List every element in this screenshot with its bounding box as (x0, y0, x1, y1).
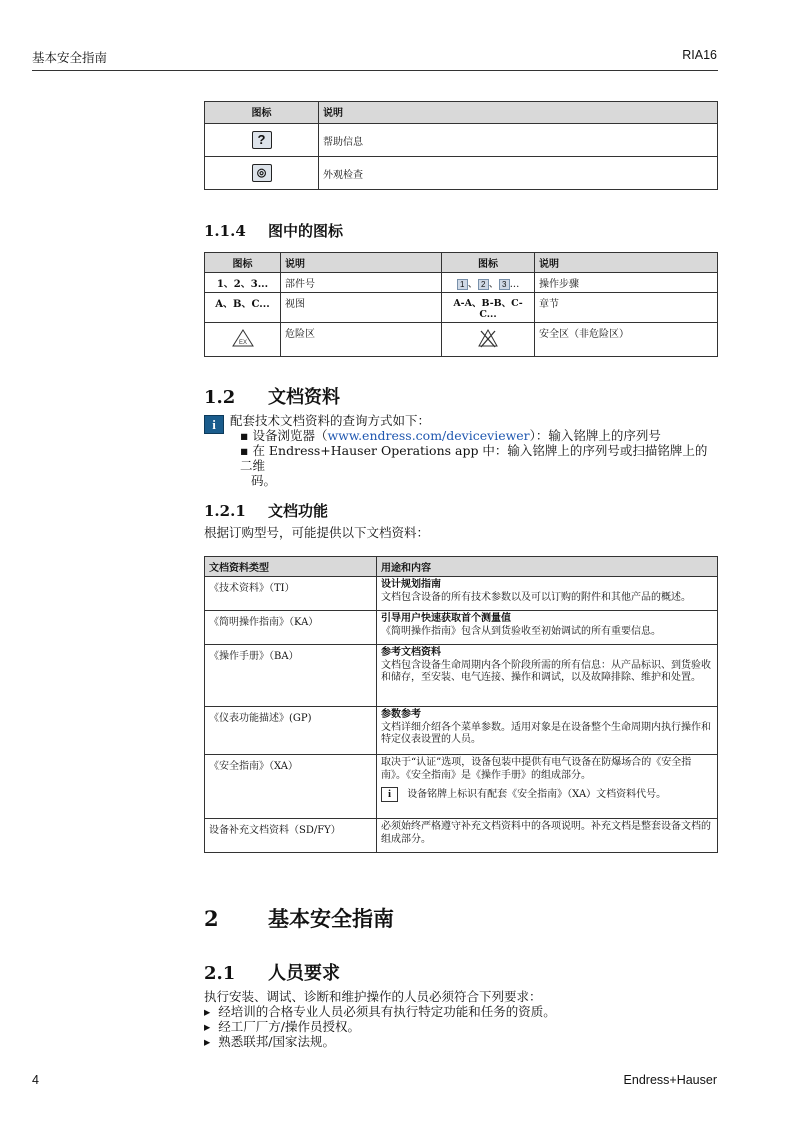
steps-symbol (442, 273, 535, 293)
help-desc: 帮助信息 (319, 124, 718, 157)
requirement-text: 经工厂厂方/操作员授权。 (218, 1019, 360, 1034)
bullet-text: 在 Endress+Hauser Operations app 中：输入铭牌上的序列号或扫描铭牌上的二维 (240, 443, 708, 473)
doc-content-sd: 必须始终严格遵守补充文档资料中的各项说明。补充文档是整套设备文档的组成部分。 (377, 819, 718, 853)
doc-desc: 文档包含设备生命周期内各个阶段所需的所有信息：从产品标识、到货验收和储存，至安装、电气连接、操作和调试，以及故障排除、维护和处置。 (381, 659, 711, 683)
chapter-2-heading (204, 903, 394, 933)
step-2-icon: 2 (478, 279, 489, 290)
section-number: 1.2.1 (204, 502, 246, 520)
step-3-icon: 3 (499, 279, 510, 290)
list-item: ▸ 熟悉联邦/国家法规。 (204, 1034, 335, 1049)
section-2-1-heading (204, 959, 340, 985)
ellipsis: ... (509, 279, 520, 290)
doc-desc: 文档包含设备的所有技术参数以及可以订购的附件和其他产品的概述。 (381, 591, 691, 603)
xa-note (381, 787, 713, 802)
documents-intro: 根据订购型号，可能提供以下文档资料： (204, 525, 430, 540)
eye-icon: ◎ (252, 164, 272, 182)
icon-table (204, 101, 718, 190)
figure-symbols-table (204, 252, 718, 357)
info-note-1-2 (204, 414, 224, 434)
part-numbers-desc: 部件号 (281, 273, 442, 293)
sections-desc: 章节 (535, 293, 718, 323)
section-1-1-4-heading (204, 220, 343, 241)
section-title: 文档资料 (268, 387, 340, 408)
section-1-2-1-heading (204, 500, 328, 521)
doc-type-ka: 《简明操作指南》（KA） (205, 611, 377, 645)
help-icon: ? (252, 131, 272, 149)
footer-brand: Endress+Hauser (623, 1073, 717, 1087)
fig-table-header-desc-2: 说明 (535, 253, 718, 273)
steps-desc: 操作步骤 (535, 273, 718, 293)
doc-content-ka (377, 611, 718, 645)
section-title: 基本安全指南 (268, 906, 394, 931)
doc-content-gp (377, 707, 718, 755)
sections-symbol: A-A、B-B、C-C... (442, 293, 535, 323)
section-title: 图中的图标 (268, 222, 344, 240)
icon-table-header-desc: 说明 (319, 102, 718, 124)
list-item: ▸ 经培训的合格专业人员必须具有执行特定功能和任务的资质。 (204, 1004, 556, 1019)
part-numbers-symbol: 1、2、3... (205, 273, 281, 293)
doc-type-xa: 《安全指南》（XA） (205, 755, 377, 819)
safe-area-cell (442, 323, 535, 357)
running-header-product: RIA16 (682, 48, 717, 62)
separator: 、 (467, 279, 478, 290)
doc-desc: 取决于“认证”选项，设备包装中提供有电气设备在防爆场合的《安全指南》。《安全指南》是《操作手册》的组成部分。 (381, 757, 692, 781)
personnel-requirements (204, 989, 718, 1049)
section-1-2-heading (204, 383, 340, 409)
documentation-access-block (230, 413, 718, 488)
svg-text:EX: EX (238, 340, 247, 346)
doc-content-ti (377, 577, 718, 611)
doc-content-xa (377, 755, 718, 819)
bullet-text: 设备浏览器（ (252, 428, 328, 443)
section-number: 1.2 (204, 387, 236, 408)
hazardous-area-icon (232, 329, 254, 347)
eye-desc: 外观检查 (319, 157, 718, 190)
eye-icon-cell (205, 157, 319, 190)
list-item: ▪ 设备浏览器（www.endress.com/deviceviewer）：输入铭牌上的序列号 (240, 428, 661, 443)
doc-desc: 文档详细介绍各个菜单参数。适用对象是在设备整个生命周期内执行操作和特定仪表设置的人员。 (381, 721, 711, 745)
deviceviewer-link[interactable]: www.endress.com/deviceviewer (327, 428, 530, 443)
docs-header-content: 用途和内容 (377, 557, 718, 577)
fig-table-header-icon-2: 图标 (442, 253, 535, 273)
section-number: 2 (204, 906, 219, 931)
hazardous-area-desc: 危险区 (281, 323, 442, 357)
doc-type-gp: 《仪表功能描述》(GP) (205, 707, 377, 755)
doc-title: 参考文档资料 (381, 647, 441, 658)
list-item-continuation: 码。 (251, 473, 277, 488)
section-number: 1.1.4 (204, 222, 246, 240)
hazardous-area-cell (205, 323, 281, 357)
requirement-text: 熟悉联邦/国家法规。 (218, 1034, 335, 1049)
safe-area-desc: 安全区（非危险区） (535, 323, 718, 357)
section-title: 人员要求 (268, 963, 340, 984)
documentation-access-intro: 配套技术文档资料的查询方式如下： (230, 413, 431, 428)
requirement-text: 经培训的合格专业人员必须具有执行特定功能和任务的资质。 (218, 1004, 556, 1019)
fig-table-header-icon: 图标 (205, 253, 281, 273)
page-number: 4 (32, 1073, 39, 1087)
doc-type-ba: 《操作手册》（BA） (205, 645, 377, 707)
doc-title: 设计规划指南 (381, 579, 441, 590)
doc-type-ti: 《技术资料》（TI） (205, 577, 377, 611)
personnel-intro: 执行安装、调试、诊断和维护操作的人员必须符合下列要求： (204, 989, 542, 1004)
list-item: ▸ 经工厂厂方/操作员授权。 (204, 1019, 360, 1034)
documents-table (204, 556, 718, 853)
safe-area-icon (477, 328, 499, 348)
info-icon: i (204, 415, 224, 434)
doc-title: 引导用户快速获取首个测量值 (381, 613, 511, 624)
icon-table-header-icon: 图标 (205, 102, 319, 124)
doc-title: 参数参考 (381, 709, 421, 720)
views-symbol: A、B、C... (205, 293, 281, 323)
step-1-icon: 1 (457, 279, 468, 290)
docs-header-type: 文档资料类型 (205, 557, 377, 577)
header-rule (32, 70, 718, 71)
doc-content-ba (377, 645, 718, 707)
list-item: ▪ 在 Endress+Hauser Operations app 中：输入铭牌上的序列号或扫描铭牌上的二维 (240, 443, 708, 473)
running-header-title: 基本安全指南 (32, 51, 108, 65)
separator: 、 (488, 279, 499, 290)
xa-note-text: 设备铭牌上标识有配套《安全指南》（XA）文档资料代号。 (407, 789, 667, 800)
section-number: 2.1 (204, 963, 236, 984)
doc-type-sd: 设备补充文档资料（SD/FY） (205, 819, 377, 853)
fig-table-header-desc: 说明 (281, 253, 442, 273)
help-icon-cell (205, 124, 319, 157)
views-desc: 视图 (281, 293, 442, 323)
bullet-text: ）：输入铭牌上的序列号 (529, 428, 661, 443)
section-title: 文档功能 (268, 502, 329, 520)
doc-desc: 《简明操作指南》包含从到货验收至初始调试的所有重要信息。 (381, 625, 661, 637)
info-icon: i (381, 787, 398, 802)
